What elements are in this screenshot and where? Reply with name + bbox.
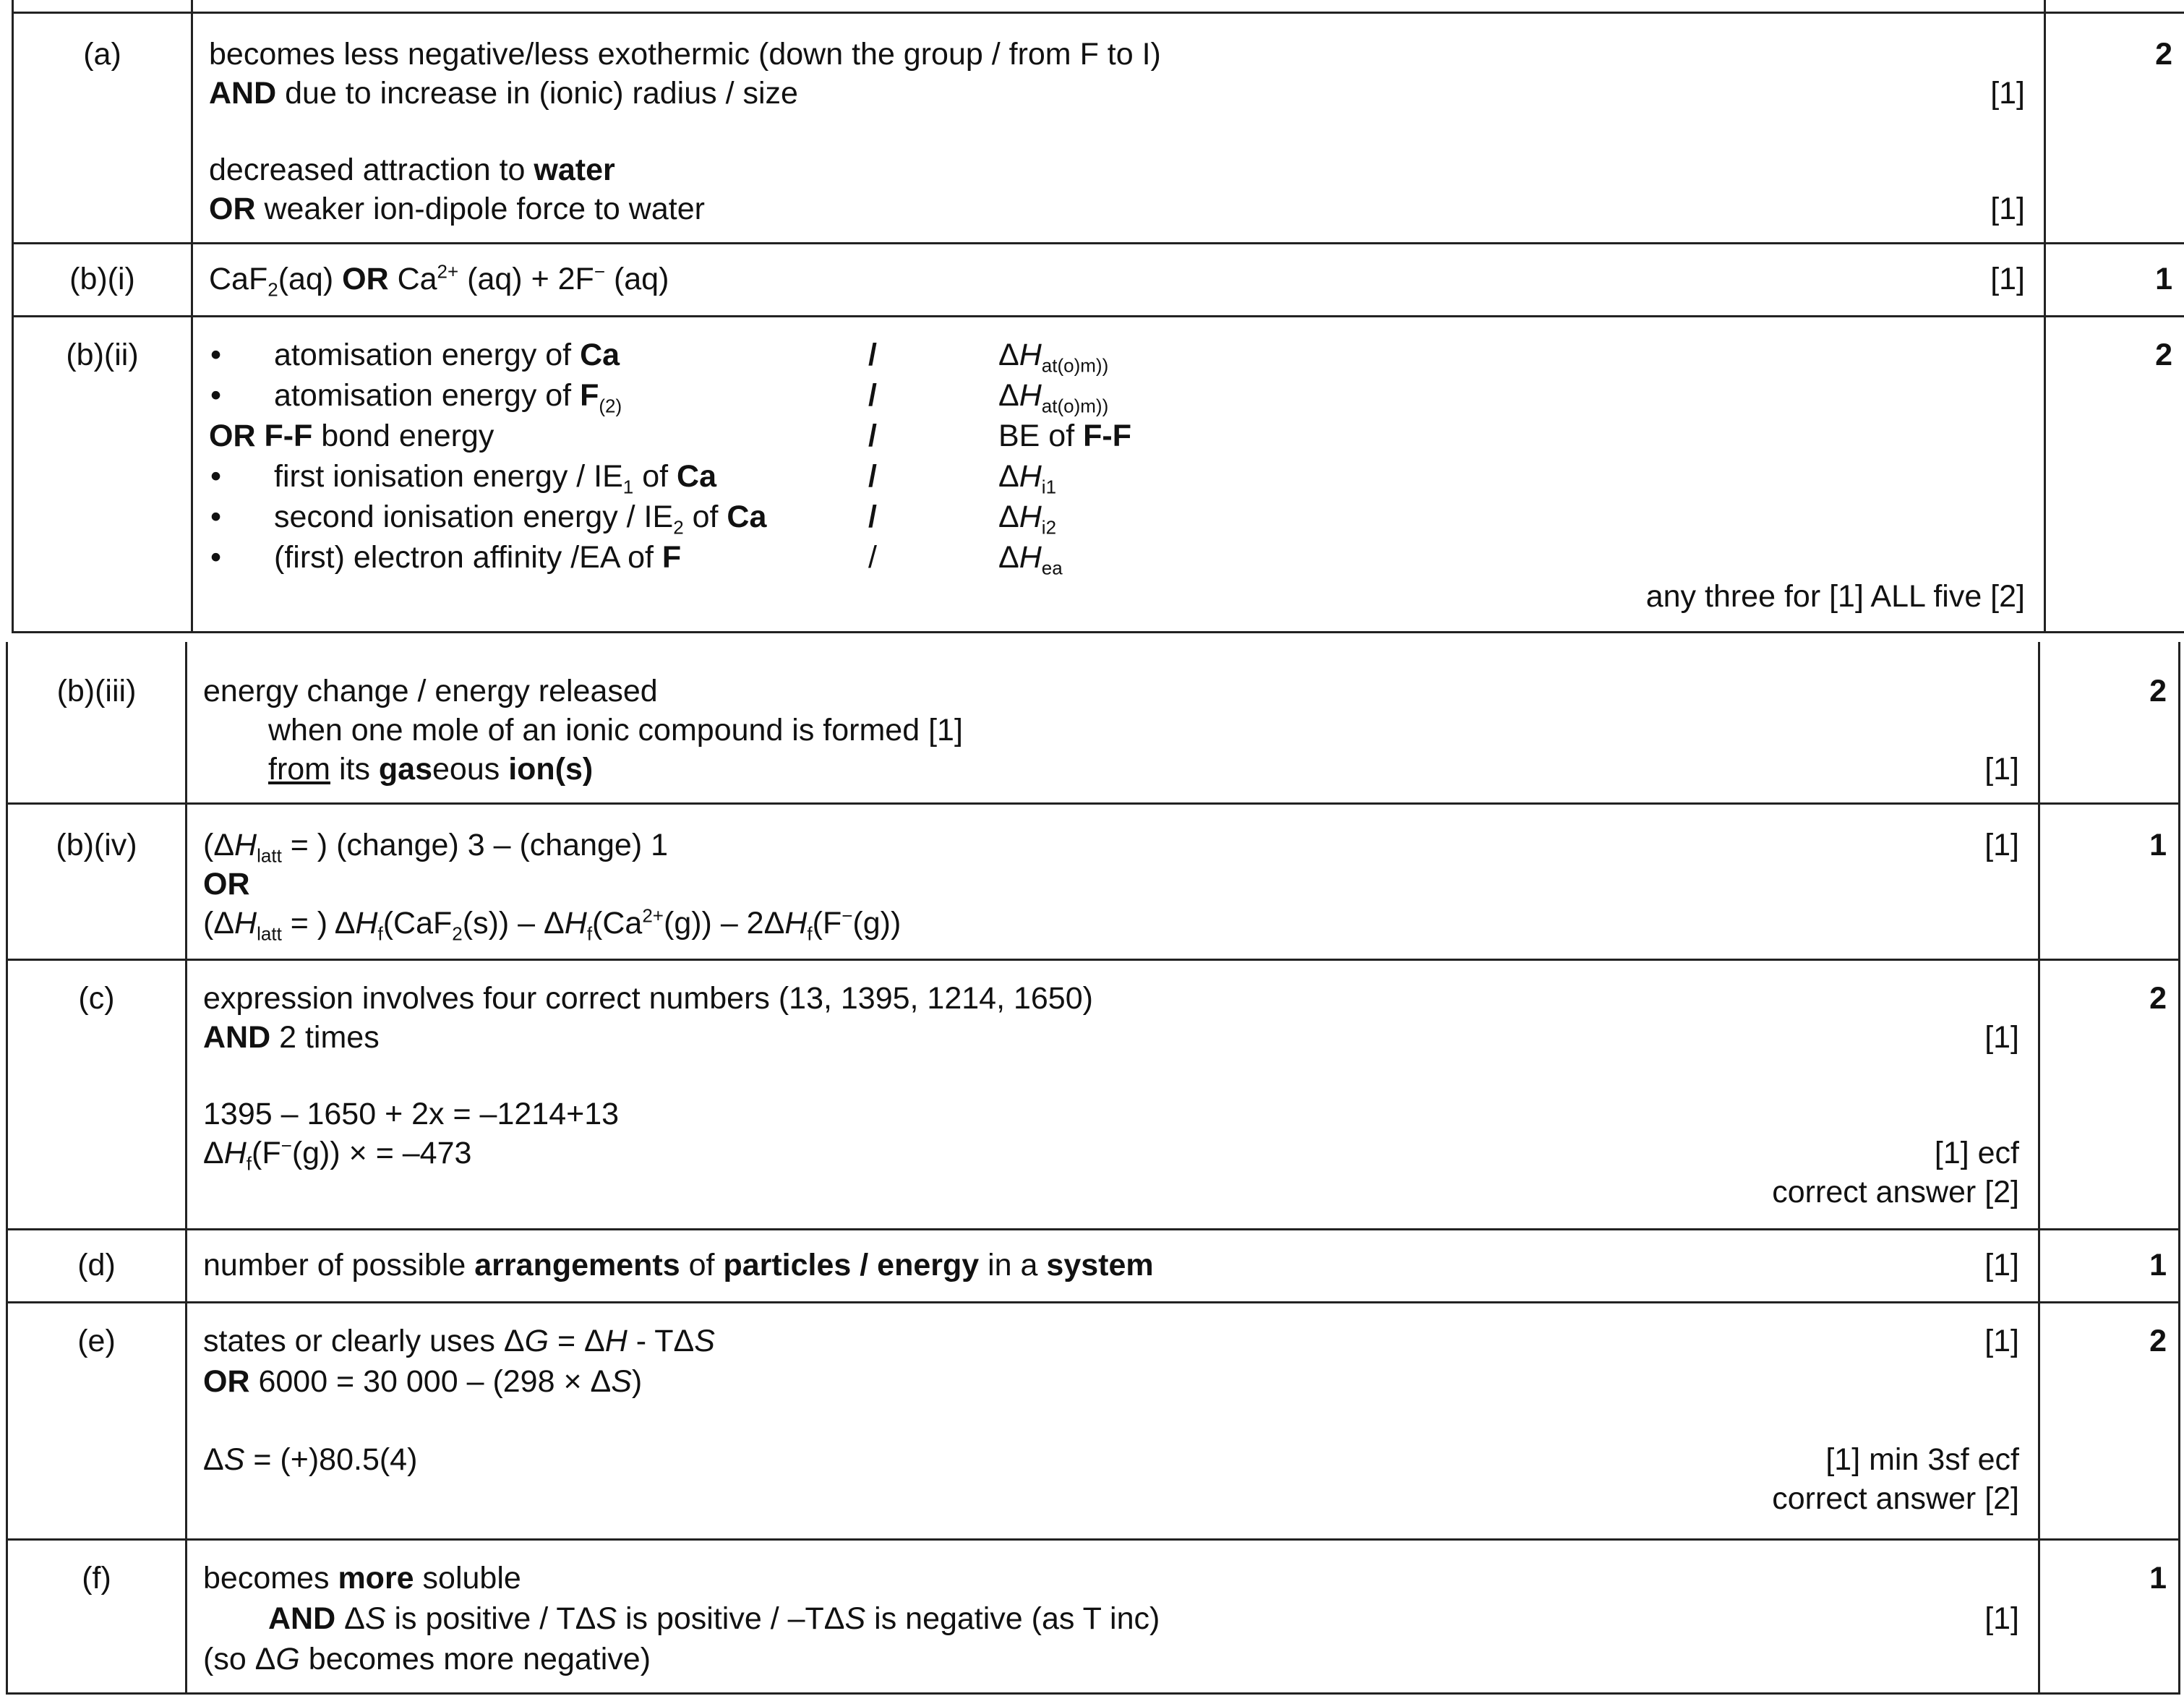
question-label: (b)(iv) xyxy=(56,828,137,862)
mark-label: [1] ecf xyxy=(1934,1136,2019,1170)
answer-line: ($\Delta H_{latt}$ = ) (change) 3 – (change) 1 xyxy=(203,828,669,867)
answer-line: number of possible arrangements of particles / energy in a system xyxy=(203,1248,1154,1282)
answer-line: expression involves four correct numbers (13, 1395, 1214, 1650) xyxy=(203,981,1093,1016)
mark-label: correct answer [2] xyxy=(1772,1175,2019,1209)
answer-line: atomisation energy of Ca xyxy=(274,338,620,372)
mark-scheme-table-2 xyxy=(6,642,2180,1695)
total-marks: 2 xyxy=(2155,338,2172,372)
question-label: (a) xyxy=(83,37,121,72)
answer-line: (first) electron affinity /EA of F xyxy=(274,540,682,575)
question-label: (b)(iii) xyxy=(56,674,137,708)
symbol: BE of F-F xyxy=(998,419,1131,453)
question-label: (b)(i) xyxy=(69,262,135,296)
bullet: • xyxy=(210,378,222,413)
table-row-biv xyxy=(8,805,2178,961)
total-marks: 1 xyxy=(2149,828,2167,862)
total-marks: 1 xyxy=(2155,262,2172,296)
symbol: $\Delta H_{at(o)m))}$ xyxy=(998,378,1109,417)
table-row-f xyxy=(8,1541,2178,1695)
table-row-e xyxy=(8,1303,2178,1541)
answer-line: OR 6000 = 30 000 – (298 × ΔS) xyxy=(203,1364,643,1399)
question-label: (b)(ii) xyxy=(66,338,139,372)
table-row-c xyxy=(8,961,2178,1230)
or-label: OR xyxy=(203,867,250,901)
total-marks: 2 xyxy=(2149,674,2167,708)
slash-separator: / xyxy=(868,540,877,575)
total-marks: 1 xyxy=(2149,1561,2167,1596)
mark-label: correct answer [2] xyxy=(1772,1481,2019,1516)
answer-line: AND due to increase in (ionic) radius / size xyxy=(209,76,798,111)
slash-separator: / xyxy=(868,500,877,534)
answer-line: becomes more soluble xyxy=(203,1561,521,1596)
answer-line: becomes less negative/less exothermic (down the group / from F to I) xyxy=(209,37,1161,72)
bullet: • xyxy=(210,500,222,534)
symbol: $\Delta H_{i1}$ xyxy=(998,459,1057,498)
mark-label: [1] xyxy=(1990,262,2025,296)
answer-line: energy change / energy released xyxy=(203,674,658,708)
mark-label: any three for [1] ALL five [2] xyxy=(1645,579,2025,614)
mark-label: [1] xyxy=(1984,1248,2019,1282)
symbol: $\Delta H_{ea}$ xyxy=(998,540,1063,579)
mark-label: [1] xyxy=(1984,1601,2019,1636)
mark-label: [1] xyxy=(1984,1324,2019,1358)
mark-label: [1] xyxy=(1990,76,2025,111)
table-row-bii xyxy=(14,317,2184,633)
mark-label: [1] xyxy=(1984,828,2019,862)
answer-line: $\Delta H_f(F^-(g))$ × = –473 xyxy=(203,1134,472,1175)
slash-separator: / xyxy=(868,338,877,372)
bullet: • xyxy=(210,338,222,372)
table-row-biii xyxy=(8,642,2178,805)
mark-scheme-table-1 xyxy=(12,0,2184,633)
question-label: (e) xyxy=(77,1324,116,1358)
answer-line: states or clearly uses ΔG = ΔH - TΔS xyxy=(203,1324,715,1358)
total-marks: 1 xyxy=(2149,1248,2167,1282)
answer-line: (so ΔG becomes more negative) xyxy=(203,1642,651,1676)
answer-line: ($\Delta H_{latt}$ = ) $\Delta H_f(CaF_2(s)) - \Delta H_f(Ca^{2+}(g)) - 2\Delta H_f(F^-(g))$ xyxy=(203,904,902,945)
answer-line: ΔS = (+)80.5(4) xyxy=(203,1442,418,1477)
mark-label: [1] min 3sf ecf xyxy=(1825,1442,2019,1477)
table-row-d xyxy=(8,1230,2178,1303)
total-marks: 2 xyxy=(2149,981,2167,1016)
total-marks: 2 xyxy=(2149,1324,2167,1358)
answer-line: when one mole of an ionic compound is formed [1] xyxy=(268,713,963,748)
answer-line: decreased attraction to water xyxy=(209,153,615,187)
mark-label: [1] xyxy=(1984,752,2019,787)
slash-separator: / xyxy=(868,378,877,413)
slash-separator: / xyxy=(868,419,877,453)
mark-label: [1] xyxy=(1984,1020,2019,1055)
question-label: (d) xyxy=(77,1248,116,1282)
symbol: $\Delta H_{at(o)m))}$ xyxy=(998,338,1109,377)
question-label: (f) xyxy=(82,1561,111,1596)
bullet: • xyxy=(210,540,222,575)
answer-line: second ionisation energy / $IE_2$ of Ca xyxy=(274,500,767,539)
slash-separator: / xyxy=(868,459,877,494)
answer-line: from its gaseous ion(s) xyxy=(268,752,594,787)
answer-line: CaF$_2$(aq) OR $Ca^{2+}$ (aq) + 2F− (aq) xyxy=(209,260,669,301)
question-label: (c) xyxy=(78,981,115,1016)
answer-line: OR F-F bond energy xyxy=(209,419,494,453)
answer-line: atomisation energy of $F_{(2)}$ xyxy=(274,378,622,417)
answer-line: AND ΔS is positive / TΔS is positive / –TΔS is negative (as T inc) xyxy=(268,1601,1160,1636)
total-marks: 2 xyxy=(2155,37,2172,72)
mark-label: [1] xyxy=(1990,192,2025,226)
bullet: • xyxy=(210,459,222,494)
table-row-a xyxy=(14,14,2184,244)
answer-line: 1395 – 1650 + 2x = –1214+13 xyxy=(203,1097,620,1131)
symbol: $\Delta H_{i2}$ xyxy=(998,500,1057,539)
answer-line: OR weaker ion-dipole force to water xyxy=(209,192,705,226)
answer-line: AND 2 times xyxy=(203,1020,380,1055)
answer-line: first ionisation energy / $IE_1$ of Ca xyxy=(274,459,716,498)
table-row-bi xyxy=(14,244,2184,317)
